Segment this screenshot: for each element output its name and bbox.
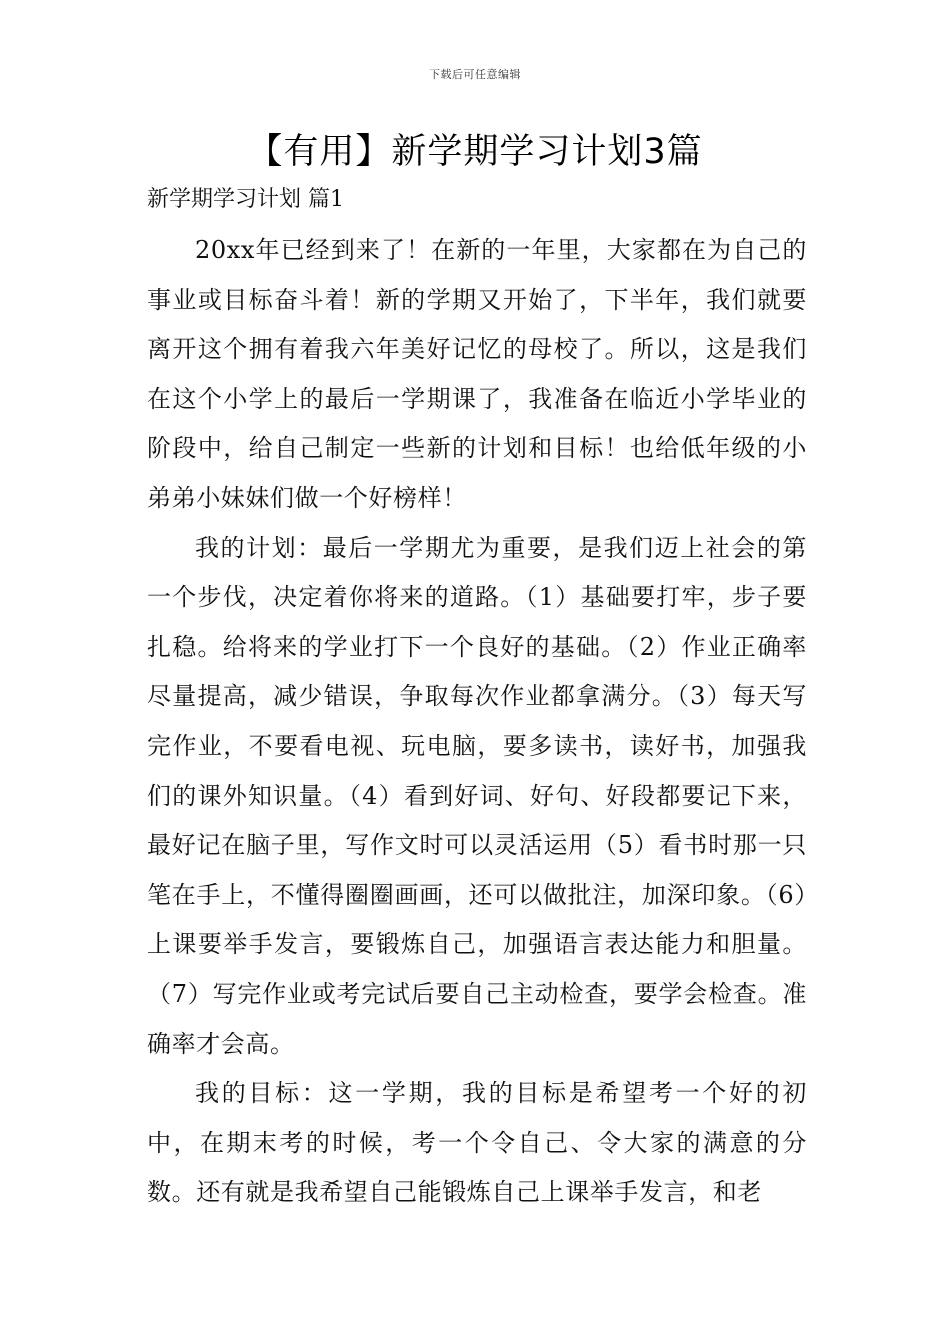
document-title: 【有用】新学期学习计划3篇 (247, 132, 703, 172)
header-note: 下载后可任意编辑 (429, 68, 521, 81)
paragraph-plan: 我的计划：最后一学期尤为重要，是我们迈上社会的第一个步伐，决定着你将来的道路。（1）基础要打牢，步子要扎稳。给将来的学业打下一个良好的基础。（2）作业正确率尽量提高，减少错误，争取每次作业都拿满分。（3）每天写完作业，不要看电视、玩电脑，要多读书，读好书，加强我们的课外知识量。（4）看到好词、好句、好段都要记下来，最好记在脑子里，写作文时可以灵活运用（5）看书时那一只笔在手上，不懂得圈圈画画，还可以做批注，加深印象。（6）上课要举手发言，要锻炼自己，加强语言表达能力和胆量。（7）写完作业或考完试后要自己主动检查，要学会检查。准确率才会高。 (147, 533, 807, 1058)
section-heading: 新学期学习计划 篇1 (147, 187, 344, 212)
document-body (147, 226, 807, 1218)
paragraph-intro: 20xx年已经到来了！在新的一年里，大家都在为自己的事业或目标奋斗着！新的学期又开始了，下半年，我们就要离开这个拥有着我六年美好记忆的母校了。所以，这是我们在这个小学上的最后一学期课了，我准备在临近小学毕业的阶段中，给自己制定一些新的计划和目标！也给低年级的小弟弟小妹妹们做一个好榜样！ (147, 236, 807, 512)
paragraph-goal: 我的目标：这一学期，我的目标是希望考一个好的初中，在期末考的时候，考一个令自己、令大家的满意的分数。还有就是我希望自己能锻炼自己上课举手发言，和老 (147, 1079, 807, 1207)
